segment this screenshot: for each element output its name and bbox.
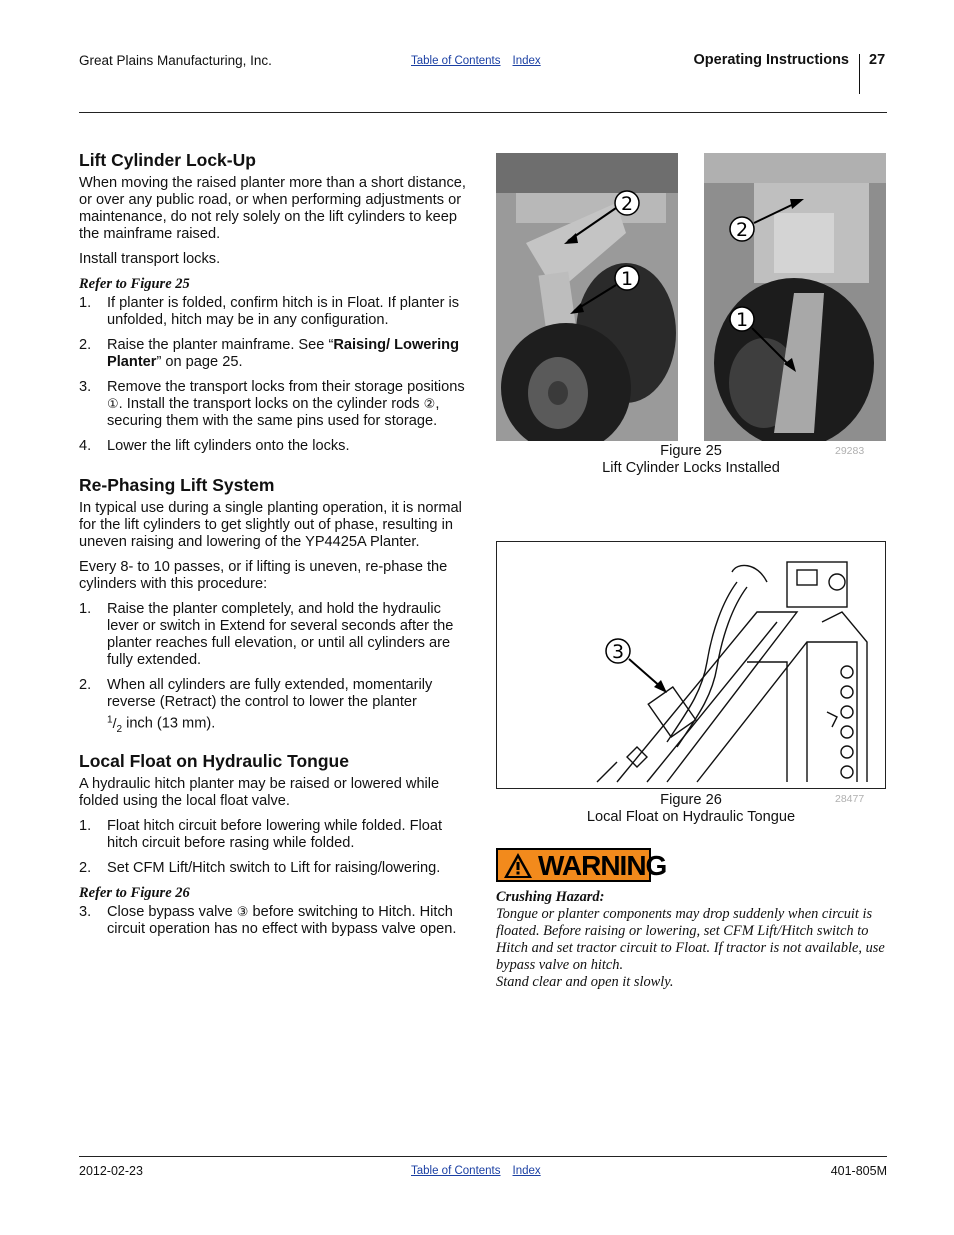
fraction-half: $^1/_2$ bbox=[107, 714, 123, 735]
figure26-callout-3: 3 bbox=[611, 641, 625, 663]
footer-date: 2012-02-23 bbox=[79, 1164, 143, 1178]
warning-text bbox=[496, 889, 888, 991]
lift-lock-refer: Refer to Figure 25 bbox=[79, 276, 190, 292]
list-item: 2. When all cylinders are fully extended, momentarily reverse (Retract) the control to lower the planter $^1/_2$ inch (13 mm). bbox=[79, 677, 433, 735]
warning-body-2: Stand clear and open it slowly. bbox=[496, 974, 674, 990]
callout-ref-1: ① bbox=[107, 397, 119, 412]
figure25-callout-1-right: 1 bbox=[735, 309, 749, 331]
list-item: 2. Raise the planter mainframe. See “Raising/ Lowering Planter” on page 25. bbox=[79, 337, 459, 370]
figure25-number: 29283 bbox=[835, 445, 865, 457]
figure25-photo-right bbox=[704, 153, 886, 441]
local-float-steps bbox=[79, 818, 471, 877]
figure26-drawing-art bbox=[497, 542, 885, 788]
rephase-p1: In typical use during a single planting operation, it is normal for the lift cylinders to get slightly out of phase, resulting in uneven raising and lowering of the YP4425A Planter. bbox=[79, 500, 462, 550]
header-links bbox=[411, 55, 553, 67]
list-item: 3. Close bypass valve ③ before switching to Hitch. Hitch circuit operation has no effect with bypass valve open. bbox=[79, 904, 457, 938]
lift-lock-intro: When moving the raised planter more than a short distance, or over any public road, or when performing adjustments or maintenance, do not rely solely on the lift cylinders to keep the mainframe raised. bbox=[79, 175, 466, 242]
list-item: 1. Raise the planter completely, and hold the hydraulic lever or switch in Extend for several seconds after the planter reaches full elevation, or until all cylinders are fully extended. bbox=[79, 601, 454, 668]
xref-raising-lowering: Raising/ Lowering Planter bbox=[107, 337, 459, 370]
figure26-drawing bbox=[496, 541, 886, 789]
local-float-steps-2 bbox=[79, 904, 471, 938]
header-toc-link[interactable]: Table of Contents bbox=[411, 55, 501, 67]
list-item: 2. Set CFM Lift/Hitch switch to Lift for raising/lowering. bbox=[79, 860, 441, 877]
figure26-number: 28477 bbox=[835, 793, 865, 805]
list-item: 3. Remove the transport locks from their storage positions ①. Install the transport locks on the cylinder rods ②, securing them with the same pins used for storage. bbox=[79, 379, 465, 429]
left-column bbox=[79, 150, 471, 946]
figure26-label: Figure 26 bbox=[660, 792, 722, 808]
rephase-steps bbox=[79, 601, 471, 737]
list-item: 1. If planter is folded, confirm hitch is in Float. If planter is unfolded, hitch may be in any configuration. bbox=[79, 295, 460, 328]
header-rule bbox=[79, 112, 887, 113]
figure25-photo-left bbox=[496, 153, 678, 441]
callout-ref-2: ② bbox=[423, 397, 436, 412]
figure25-photo-left-art bbox=[496, 153, 678, 441]
figure25-title: Lift Cylinder Locks Installed bbox=[602, 460, 780, 476]
lift-lock-heading: Lift Cylinder Lock-Up bbox=[79, 150, 256, 170]
figure25-callout-2-right: 2 bbox=[735, 219, 749, 241]
figure25-caption bbox=[496, 443, 886, 477]
header-index-link[interactable]: Index bbox=[512, 55, 541, 67]
list-item: 1. Float hitch circuit before lowering while folded. Float hitch circuit before rasing while folded. bbox=[79, 818, 443, 852]
figure25-label: Figure 25 bbox=[660, 443, 722, 459]
warning-triangle-icon bbox=[503, 852, 533, 879]
warning-hazard: Crushing Hazard: bbox=[496, 889, 605, 905]
local-float-heading: Local Float on Hydraulic Tongue bbox=[79, 751, 349, 772]
warning-banner bbox=[496, 848, 667, 882]
warning-word: WARNING bbox=[538, 850, 667, 881]
local-float-p1: A hydraulic hitch planter may be raised or lowered while folded using the local float valve. bbox=[79, 776, 440, 810]
local-float-refer: Refer to Figure 26 bbox=[79, 885, 190, 902]
figure26-caption bbox=[496, 792, 886, 826]
footer-index-link[interactable]: Index bbox=[512, 1165, 541, 1177]
footer-doc-number: 401-805M bbox=[830, 1164, 887, 1178]
lift-lock-install: Install transport locks. bbox=[79, 251, 221, 267]
footer-rule bbox=[79, 1156, 887, 1157]
figure26-title: Local Float on Hydraulic Tongue bbox=[586, 809, 796, 825]
figure25-callout-1-left: 1 bbox=[620, 268, 634, 290]
rephase-p2: Every 8- to 10 passes, or if lifting is uneven, re-phase the cylinders with this procedure: bbox=[79, 559, 448, 592]
header-section-title: Operating Instructions bbox=[693, 52, 849, 68]
header-company: Great Plains Manufacturing, Inc. bbox=[79, 53, 272, 68]
page-number: 27 bbox=[869, 52, 886, 68]
footer-toc-link[interactable]: Table of Contents bbox=[411, 1165, 501, 1177]
figure25-callout-2-left: 2 bbox=[620, 193, 634, 215]
list-item: 4. Lower the lift cylinders onto the locks. bbox=[79, 438, 350, 454]
callout-ref-3: ③ bbox=[236, 905, 249, 921]
warning-body: Tongue or planter components may drop suddenly when circuit is floated. Before raising or lowering, set CFM Lift/Hitch switch to Hitch and set tractor circuit to Float. If tractor is not available, use bypass valve on hitch. bbox=[496, 906, 885, 973]
footer-links bbox=[411, 1165, 553, 1177]
rephase-heading: Re-Phasing Lift System bbox=[79, 475, 275, 495]
lift-lock-steps bbox=[79, 295, 471, 455]
figure25-photo-right-art bbox=[704, 153, 886, 441]
header-divider bbox=[859, 54, 860, 94]
